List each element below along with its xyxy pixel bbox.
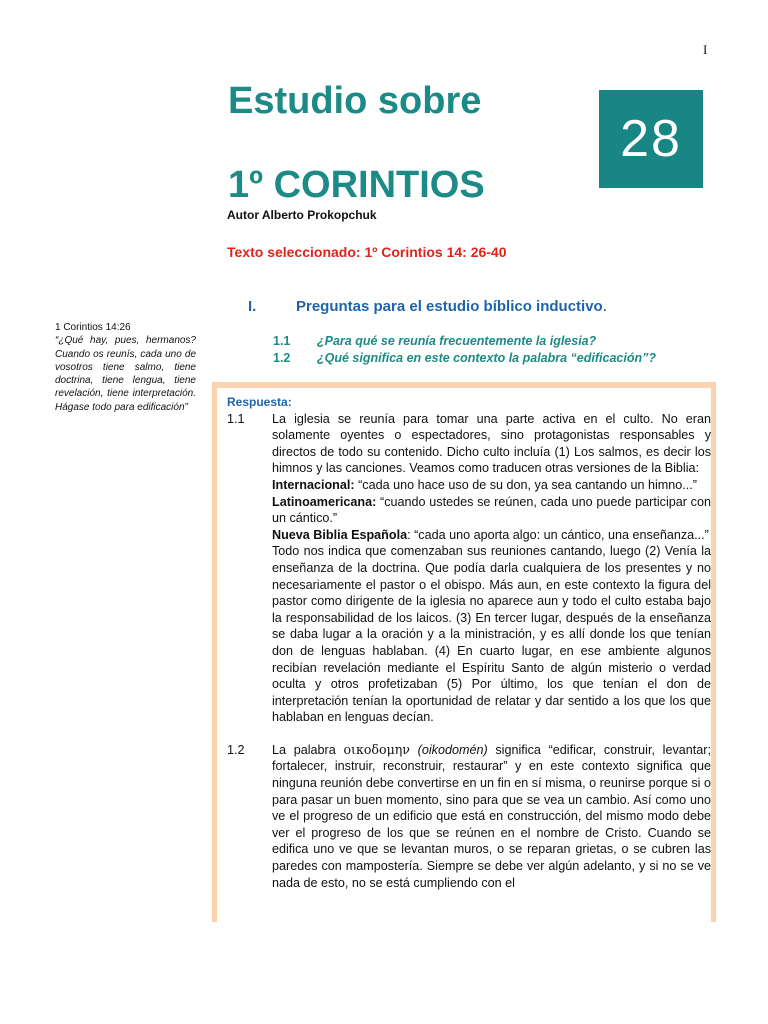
answer-box xyxy=(212,382,716,922)
question-text: ¿Para qué se reunía frecuentemente la iglesia? xyxy=(317,334,597,348)
question-number: 1.1 xyxy=(273,334,291,348)
author-line: Autor Alberto Prokopchuk xyxy=(227,208,377,222)
sidebar-verse xyxy=(55,321,196,414)
verse-reference: 1 Corintios 14:26 xyxy=(55,322,131,333)
version-label: Latinoamericana: xyxy=(272,494,377,509)
question-2 xyxy=(273,351,656,365)
answer-number: 1.2 xyxy=(227,742,245,757)
study-number-badge: 28 xyxy=(599,90,703,188)
question-1 xyxy=(273,334,596,348)
title-line-1: Estudio sobre xyxy=(228,80,482,122)
selected-text-heading: Texto seleccionado: 1º Corintios 14: 26-40 xyxy=(227,244,507,260)
answer-item-2 xyxy=(227,742,711,891)
section-title: Preguntas para el estudio bíblico inductivo xyxy=(296,298,603,315)
transliteration: (oikodomén) xyxy=(409,742,488,757)
answer-number: 1.1 xyxy=(227,411,245,426)
answer-body: Todo nos indica que comenzaban sus reuniones cantando, luego (2) Venía la enseñanza de la doctrina. Que podía darla cualquiera de los presentes y no necesariamente el pastor o el obispo. Más aun, en este contexto la figura del pastor como dirigente de la iglesia no aparece aun y todo el culto estaba bajo la responsabilidad de los laicos. (3) En tercer lugar, después de la enseñanza se daba lugar a la oración y a la ministración, y es allí donde los que tenían don de lenguas hablaban. (4) En cuarto lugar, en ese ambiente algunos recibían revelación mediante el Espíritu Santo de algún misterio o verdad oculta y otros profetizaban (5) Por último, los que tenían el don de interpretación tenían la oportunidad de relatar y dar sentido a los que los que hablaban en lenguas decían. xyxy=(272,544,711,725)
section-number: I. xyxy=(248,298,257,315)
version-text: “cuando ustedes se reúnen, cada uno puede participar con un cántico.” xyxy=(272,494,711,526)
version-latinoamericana xyxy=(272,494,711,527)
answer-body-text: significa “edificar, construir, levantar; fortalecer, instruir, reconstruir, restaurar” y en este contexto significa que ninguna reunión debe convertirse en un fin en sí misma, o reunirse porque si o para pasar un buen momento, sino para que se vea un cambio. Así como uno ve el progreso de un edificio que está en construcción, del mismo modo debe ver el progreso de los que se reúnen en el nombre de Cristo. Cuando se edifica uno ve que se levantan muros, o se reparan grietas, o se cubren las paredes con mampostería. Siempre se debe ver algún adelanto, y si no se ve nada de esto, no se está cumpliendo con el xyxy=(272,742,711,890)
answer-item-1 xyxy=(227,411,711,726)
answer-body xyxy=(272,742,711,891)
verse-quote: “¿Qué hay, pues, hermanos? Cuando os reunís, cada uno de vosotros tiene salmo, tiene doctrina, tiene lengua, tiene revelación, tiene interpretación. Hágase todo para edificación” xyxy=(55,335,196,413)
answer-label: Respuesta: xyxy=(227,395,292,409)
version-text: : “cada uno aporta algo: un cántico, una enseñanza...” xyxy=(407,527,709,542)
version-label: Internacional: xyxy=(272,477,355,492)
answer-pre: La palabra xyxy=(272,742,344,757)
section-period: . xyxy=(602,298,607,315)
greek-word: οικοδομην xyxy=(343,741,410,757)
page-number: I xyxy=(703,42,708,57)
version-label: Nueva Biblia Española xyxy=(272,527,408,542)
question-text: ¿Qué significa en este contexto la palabra “edificación”? xyxy=(317,351,656,365)
version-nbe xyxy=(272,527,711,544)
version-internacional xyxy=(272,477,711,494)
question-number: 1.2 xyxy=(273,351,291,365)
version-text: “cada uno hace uso de su don, ya sea cantando un himno...” xyxy=(354,477,697,492)
answer-intro: La iglesia se reunía para tomar una parte activa en el culto. No eran solamente oyentes o espectadores, sino protagonistas responsables y directos de todo su contenido. Dicho culto incluía (1) Los salmos, es decir los himnos y las canciones. Veamos como traducen otras versiones de la Biblia: xyxy=(272,411,711,476)
section-heading xyxy=(248,298,607,315)
title-line-2: 1º CORINTIOS xyxy=(228,164,485,206)
